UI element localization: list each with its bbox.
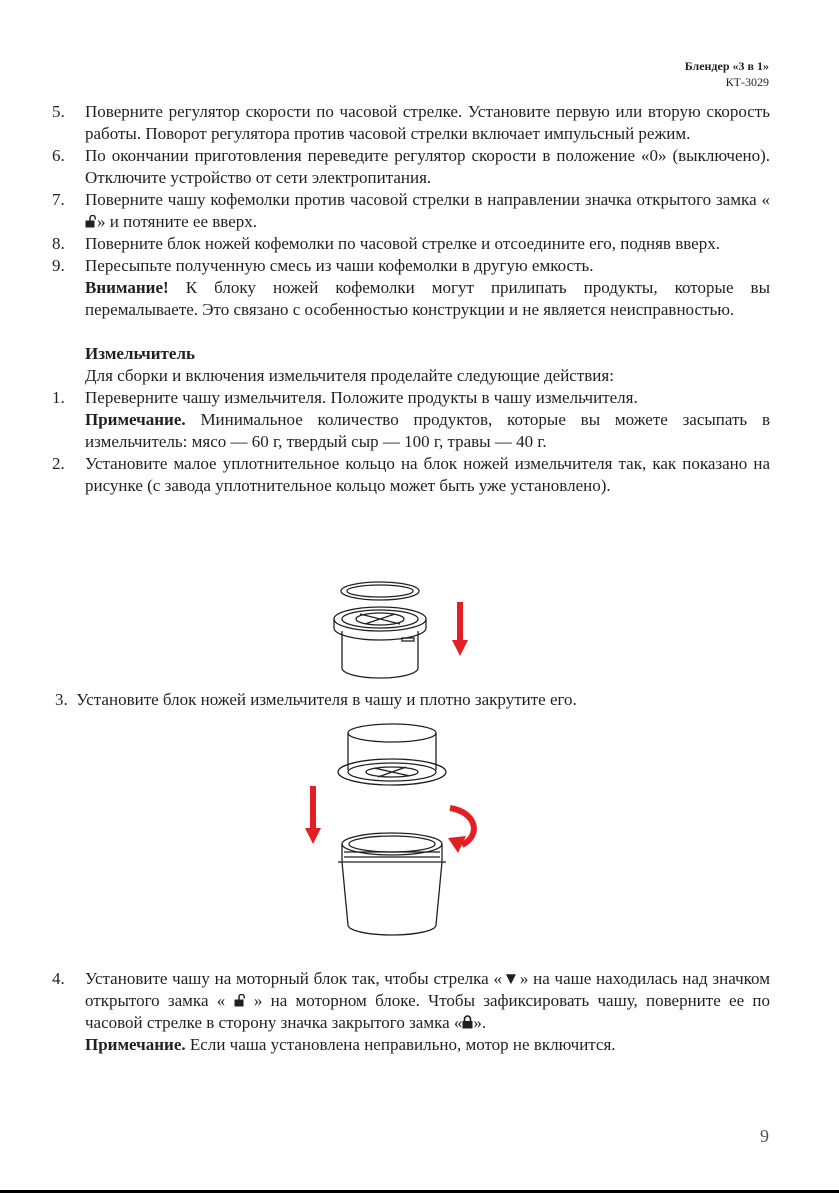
header-product: Блендер «3 в 1» [684, 59, 769, 73]
step-text: Поверните регулятор скорости по часовой стрелке. Установите первую или вторую скорость работы. Поворот регулятора против часовой стрелки включает импульсный режим. [85, 102, 770, 143]
down-triangle-icon: ▼ [501, 969, 520, 988]
note-label: Примечание. [85, 410, 186, 429]
step-text-part: » и потяните ее вверх. [97, 212, 258, 231]
section-title [52, 343, 770, 365]
step-item [52, 145, 770, 189]
step-number: 7. [52, 190, 65, 209]
step-text: Пересыпьте полученную смесь из чаши кофемолки в другую емкость. [85, 256, 594, 275]
warning-paragraph [52, 277, 770, 321]
step-number: 4. [52, 969, 65, 988]
page-header [685, 58, 769, 90]
step-number: 8. [52, 234, 65, 253]
step-text: Переверните чашу измельчителя. Положите продукты в чашу измельчителя. [85, 388, 638, 407]
step-number: 9. [52, 256, 65, 275]
note-label: Примечание. [85, 1035, 186, 1054]
note-paragraph [52, 1034, 770, 1056]
instructions-body [52, 101, 770, 497]
closed-lock-icon [462, 1015, 473, 1029]
step-number: 3. [55, 690, 68, 709]
step-text: По окончании приготовления переведите регулятор скорости в положение «0» (выключено). Отключите устройство от сети электропитания. [85, 146, 770, 187]
note-text: Если чаша установлена неправильно, мотор не включится. [185, 1035, 616, 1054]
step-text-part: Установите чашу на моторный блок так, чтобы стрелка « [85, 969, 502, 988]
step-item [52, 255, 770, 277]
step-text-part: » на моторном блоке. Чтобы зафиксировать чашу, поверните ее по часовой стрелке в сторону значка закрытого замка « [85, 991, 770, 1032]
down-arrow-icon [452, 602, 468, 656]
warning-label: Внимание! [85, 278, 169, 297]
step-text [85, 968, 770, 1034]
step-4 [52, 968, 770, 1056]
step-item [52, 101, 770, 145]
step-item [52, 453, 770, 497]
step-number: 1. [52, 388, 65, 407]
step-number: 5. [52, 102, 65, 121]
step-text-part: ». [473, 1013, 487, 1032]
seal-ring-figure [325, 578, 485, 682]
header-model: КТ-3029 [725, 75, 769, 89]
warning-text: К блоку ножей кофемолки могут прилипать продукты, которые вы перемалываете. Это связано с особенностью конструкции и не является неисправностью. [85, 278, 770, 319]
note-text: Минимальное количество продуктов, которые вы можете засыпать в измельчитель: мясо — 60 г, твердый сыр — 100 г, травы — 40 г. [85, 410, 770, 451]
rotate-arrow-icon [448, 808, 474, 853]
down-arrow-icon [305, 786, 321, 844]
step-number: 2. [52, 454, 65, 473]
step-text-part: » на чаше находилась над значком открытого замка « [85, 969, 770, 1010]
blade-into-bowl-figure [300, 720, 490, 945]
step-item [52, 387, 770, 409]
open-lock-icon [234, 994, 246, 1007]
step-text-part: Поверните чашу кофемолки против часовой стрелки в направлении значка открытого замка « [85, 190, 770, 209]
step-text [85, 189, 770, 233]
step-item [52, 189, 770, 233]
note-paragraph [52, 409, 770, 453]
step-item [52, 233, 770, 255]
section-title-text: Измельчитель [85, 344, 195, 363]
step-text: Установите малое уплотнительное кольцо на блок ножей измельчителя так, как показано на рисунке (с завода уплотнительное кольцо может быть уже установлено). [85, 454, 770, 495]
page-number: 9 [760, 1126, 769, 1146]
section-intro: Для сборки и включения измельчителя проделайте следующие действия: [85, 366, 614, 385]
step-text: Поверните блок ножей кофемолки по часовой стрелке и отсоедините его, подняв вверх. [85, 234, 720, 253]
step-item [52, 968, 770, 1034]
step-number: 6. [52, 146, 65, 165]
step-3 [55, 690, 577, 710]
open-lock-icon [85, 215, 97, 228]
step-text: Установите блок ножей измельчителя в чашу и плотно закрутите его. [76, 690, 577, 709]
